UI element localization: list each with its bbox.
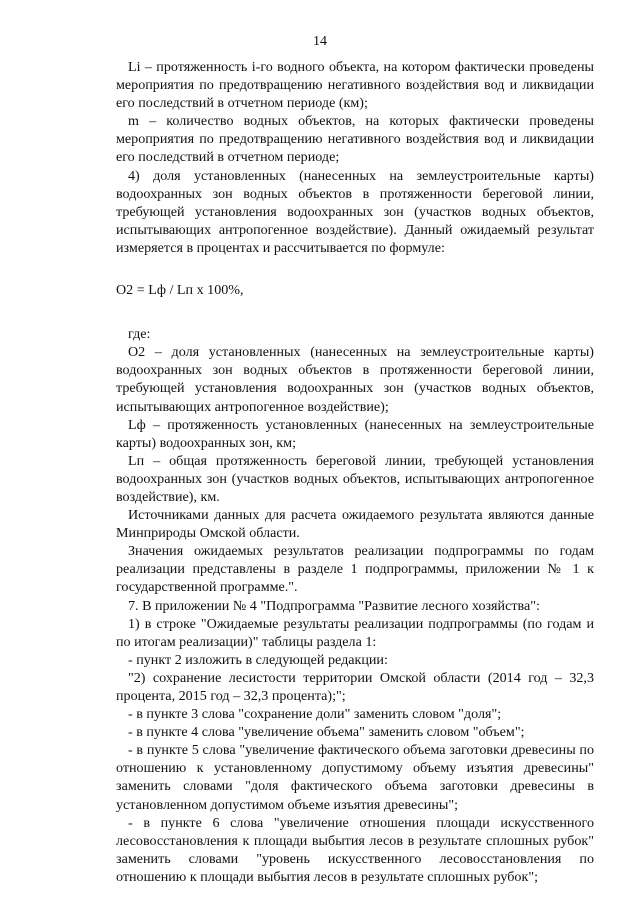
paragraph-lf-definition: Lф – протяженность установленных (нанесенных на землеустроительные карты) водоохранных зон, км; [116,416,594,451]
formula: О2 = Lф / Lп х 100%, [116,282,244,299]
paragraph-subitem-1: 1) в строке "Ожидаемые результаты реализации подпрограммы (по годам и по итогам реализации)" таблицы раздела 1: [116,615,594,650]
paragraph-point-5: - в пункте 5 слова "увеличение фактического объема заготовки древесины по отношению к установленному допустимому объему изъятия древесины" заменить словами "доля фактического объема заготовки древесины в установленном допустимом объеме изъятия древесины"; [116,742,594,813]
paragraph-values: Значения ожидаемых результатов реализации подпрограммы по годам реализации представлены в разделе 1 подпрограммы, приложении № 1 к государственной программе.". [116,543,594,596]
page-number: 14 [313,34,327,49]
paragraph-point-6: - в пункте 6 слова "увеличение отношения площади искусственного лесовосстановления к площади выбытия лесов в результате сплошных рубок" заменить словами "уровень искусственного лесовосстановления по отношению к площади выбытия лесов в результате сплошных рубок"; [116,814,594,885]
paragraph-point-4: - в пункте 4 слова "увеличение объема" заменить словом "объем"; [128,724,525,741]
paragraph-point-2: - пункт 2 изложить в следующей редакции: [128,651,388,668]
paragraph-li-definition: Li – протяженность i-го водного объекта, на котором фактически проведены мероприятия по предотвращению негативного воздействия вод и ликвидации его последствий в отчетном периоде (км); [116,59,594,112]
paragraph-lp-definition: Lп – общая протяженность береговой линии, требующей установления водоохранных зон (участков водных объектов, испытывающих антропогенное воздействие), км. [116,452,594,505]
paragraph-where: где: [128,326,151,343]
paragraph-data-sources: Источниками данных для расчета ожидаемого результата являются данные Минприроды Омской области. [116,507,594,542]
paragraph-item-7: 7. В приложении № 4 "Подпрограмма "Развитие лесного хозяйства": [128,597,540,614]
paragraph-m-definition: m – количество водных объектов, на которых фактически проведены мероприятия по предотвращению негативного воздействия вод и ликвидации его последствий в отчетном периоде; [116,113,594,166]
paragraph-point-2-text: "2) сохранение лесистости территории Омской области (2014 год – 32,3 процента, 2015 год – 32,3 процента);"; [116,669,594,704]
paragraph-o2-definition: О2 – доля установленных (нанесенных на землеустроительные карты) водоохранных зон водных объектов в протяженности береговой линии, требующей установления водоохранных зон (участков водных объектов, испытывающих антропогенное воздействие); [116,344,594,415]
paragraph-item-4: 4) доля установленных (нанесенных на землеустроительные карты) водоохранных зон водных объектов в протяженности береговой линии, требующей установления водоохранных зон (участков водных объектов, испытывающих антропогенное воздействие). Данный ожидаемый результат измеряется в процентах и рассчитывается по формуле: [116,167,594,256]
paragraph-point-3: - в пункте 3 слова "сохранение доли" заменить словом "доля"; [128,706,502,723]
document-body [116,58,594,886]
